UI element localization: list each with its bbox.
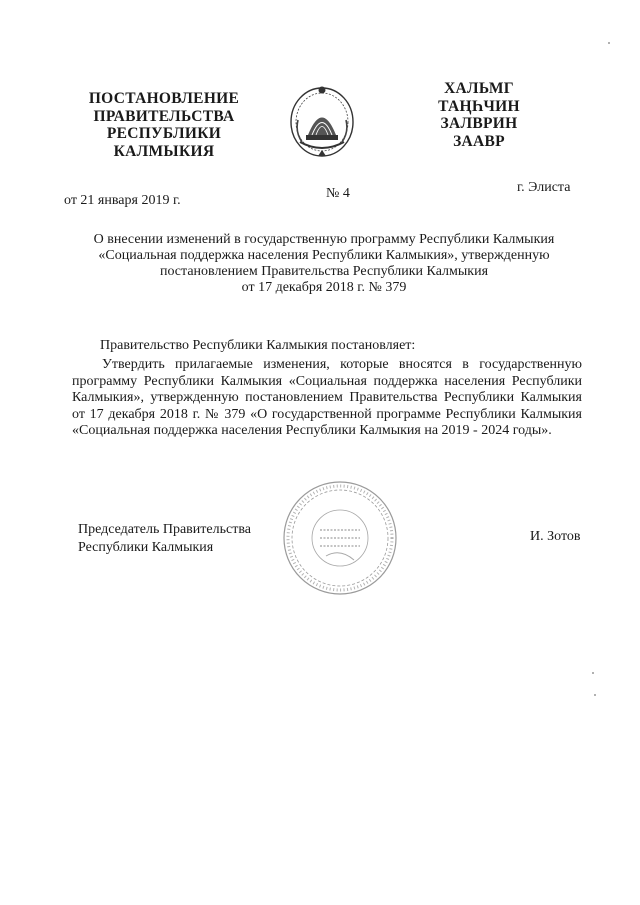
preamble: Правительство Республики Калмыкия постановляет: — [100, 338, 416, 353]
header-title-kalmyk — [420, 80, 538, 150]
scan-speck — [592, 672, 594, 674]
title-line: О внесении изменений в государственную программу Республики Калмыкия — [93, 232, 555, 247]
header-right-line: ЗАЛВРИН — [440, 115, 518, 132]
document-title — [70, 232, 578, 296]
header-left-line: РЕСПУБЛИКИ — [106, 125, 222, 142]
seal-stamp-icon — [280, 478, 400, 598]
document-number: № 4 — [326, 186, 350, 201]
body-paragraph: Утвердить прилагаемые изменения, которые вносятся в государственную программу Республики Калмыкия «Социальная поддержка населения Республики Калмыкия», утвержденную постановлением Правительства Республики Калмыкия от 17 декабря 2018 г. № 379 «О государственной программе Республики Калмыкия «Социальная поддержка населения Республики Калмыкия на 2019 - 2024 годы». — [72, 357, 582, 438]
title-line: от 17 декабря 2018 г. № 379 — [241, 280, 407, 295]
signatory-position — [78, 521, 251, 557]
header-right-line: ЗААВР — [453, 132, 505, 150]
title-line: «Социальная поддержка населения Республики Калмыкия», утвержденную — [98, 248, 550, 263]
signatory-position-line: Председатель Правительства — [78, 522, 251, 537]
kalmykia-emblem-icon — [286, 80, 358, 162]
header-title-russian — [78, 90, 250, 160]
header-right-line: ТАҢҺЧИН — [438, 97, 520, 115]
scan-speck — [608, 42, 610, 44]
document-city: г. Элиста — [517, 180, 571, 195]
signatory-name: И. Зотов — [530, 529, 581, 544]
header-right-line: ХАЛЬМГ — [444, 80, 514, 97]
scan-speck — [594, 694, 596, 696]
title-line: постановлением Правительства Республики Калмыкия — [159, 264, 489, 279]
header-left-line: ПОСТАНОВЛЕНИЕ — [88, 90, 240, 107]
document-date: от 21 января 2019 г. — [64, 193, 181, 208]
header-left-line: КАЛМЫКИЯ — [113, 142, 215, 160]
signatory-position-line: Республики Калмыкия — [78, 540, 214, 555]
header-left-line: ПРАВИТЕЛЬСТВА — [93, 107, 235, 125]
